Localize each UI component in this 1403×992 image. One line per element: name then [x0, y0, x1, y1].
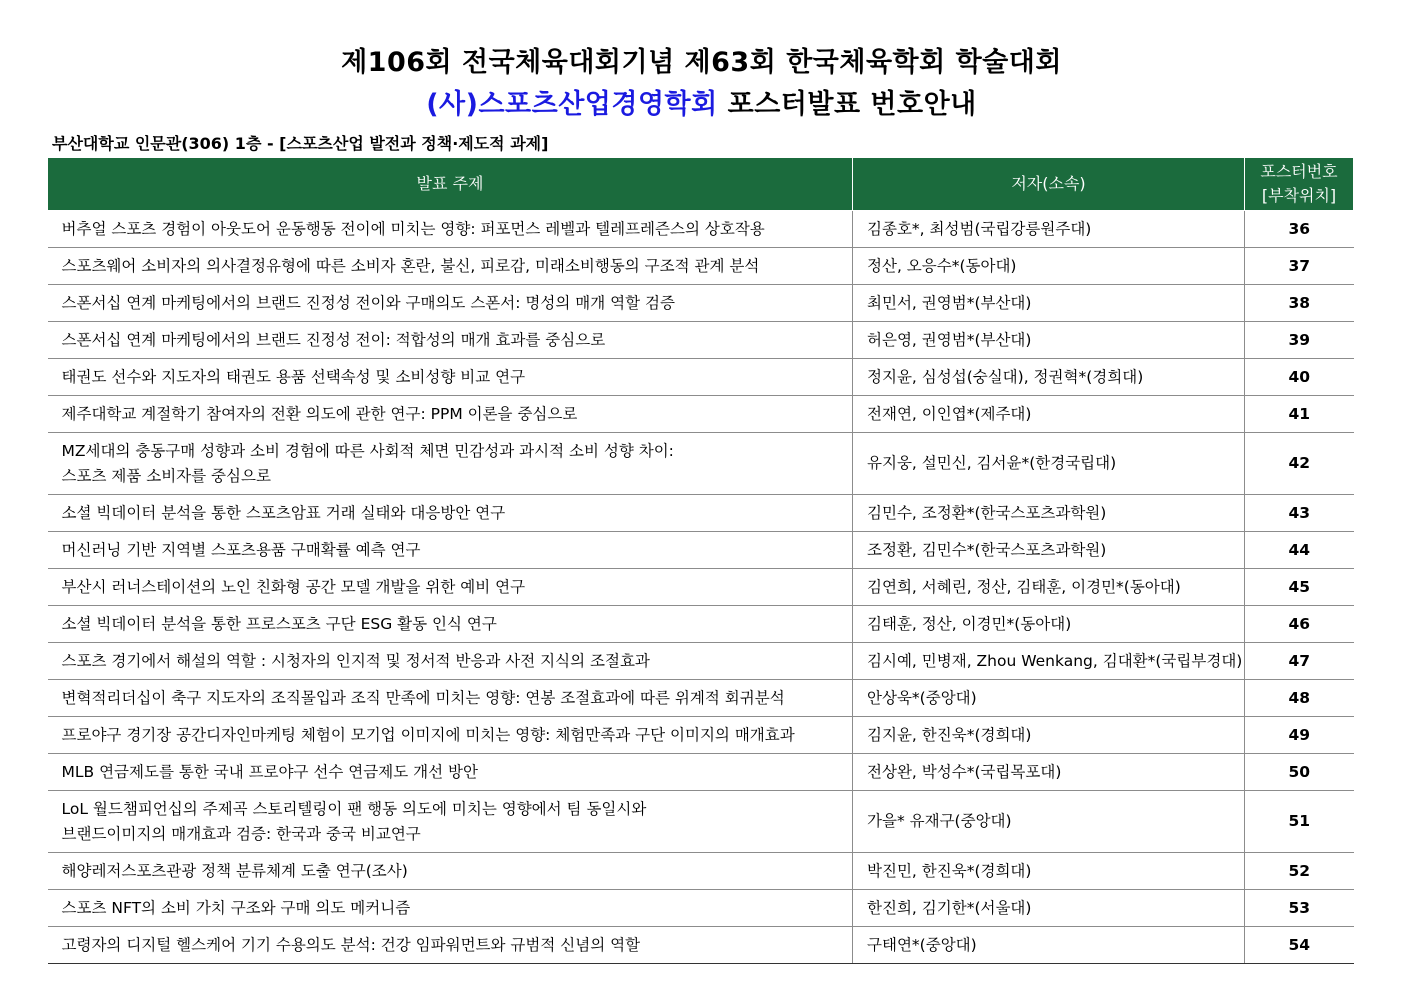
table-row: [48, 359, 1354, 396]
table-body: [48, 211, 1354, 964]
cell-poster-number: 48: [1245, 680, 1354, 717]
venue-label: 부산대학교 인문관(306) 1층 - [스포츠산업 발전과 정책·제도적 과제]: [52, 134, 549, 153]
cell-poster-number: 46: [1245, 606, 1354, 643]
topic-text: MLB 연금제도를 통한 국내 프로야구 선수 연금제도 개선 방안: [61, 762, 478, 781]
cell-topic: [48, 285, 853, 322]
cell-topic: [48, 433, 853, 495]
cell-author: 김종호*, 최성범(국립강릉원주대): [853, 211, 1245, 248]
table-row: [48, 396, 1354, 433]
cell-author: 안상욱*(중앙대): [853, 680, 1245, 717]
cell-poster-number: 38: [1245, 285, 1354, 322]
cell-poster-number: 41: [1245, 396, 1354, 433]
cell-poster-number: 43: [1245, 495, 1354, 532]
topic-text: 태권도 선수와 지도자의 태권도 용품 선택속성 및 소비성향 비교 연구: [61, 367, 526, 386]
table-row: [48, 433, 1354, 495]
topic-text: 스폰서십 연계 마케팅에서의 브랜드 진정성 전이와 구매의도 스폰서: 명성의 매개 역할 검증: [61, 293, 675, 312]
topic-text: 버추얼 스포츠 경험이 아웃도어 운동행동 전이에 미치는 영향: 퍼포먼스 레벨과 텔레프레즌스의 상호작용: [61, 219, 765, 238]
cell-author: 유지웅, 설민신, 김서윤*(한경국립대): [853, 433, 1245, 495]
cell-author: 정지윤, 심성섭(숭실대), 정권혁*(경희대): [853, 359, 1245, 396]
table-row: [48, 643, 1354, 680]
topic-text: 제주대학교 계절학기 참여자의 전환 의도에 관한 연구: PPM 이론을 중심으로: [61, 404, 578, 423]
cell-topic: [48, 248, 853, 285]
cell-author: 한진희, 김기한*(서울대): [853, 890, 1245, 927]
topic-text: 부산시 러너스테이션의 노인 친화형 공간 모델 개발을 위한 예비 연구: [61, 577, 526, 596]
topic-text: 변혁적리더십이 축구 지도자의 조직몰입과 조직 만족에 미치는 영향: 연봉 조절효과에 따른 위계적 회귀분석: [61, 688, 785, 707]
cell-topic: [48, 680, 853, 717]
topic-text: 스포츠웨어 소비자의 의사결정유형에 따른 소비자 혼란, 불신, 피로감, 미래소비행동의 구조적 관계 분석: [61, 256, 760, 275]
topic-text: LoL 월드챔피언십의 주제곡 스토리텔링이 팬 행동 의도에 미치는 영향에서 팀 동일시와: [61, 799, 647, 818]
table-row: [48, 248, 1354, 285]
cell-topic: [48, 359, 853, 396]
cell-author: 전재연, 이인엽*(제주대): [853, 396, 1245, 433]
header-number-line1: 포스터번호: [1260, 162, 1338, 181]
cell-poster-number: 40: [1245, 359, 1354, 396]
cell-poster-number: 44: [1245, 532, 1354, 569]
cell-poster-number: 50: [1245, 754, 1354, 791]
topic-text: 프로야구 경기장 공간디자인마케팅 체험이 모기업 이미지에 미치는 영향: 체험만족과 구단 이미지의 매개효과: [61, 725, 795, 744]
table-row: [48, 717, 1354, 754]
cell-author: 정산, 오응수*(동아대): [853, 248, 1245, 285]
organization-name: (사)스포츠산업경영학회: [426, 89, 718, 120]
table-row: [48, 791, 1354, 853]
cell-author: 허은영, 권영범*(부산대): [853, 322, 1245, 359]
table-row: [48, 890, 1354, 927]
cell-topic: [48, 717, 853, 754]
cell-author: 가을* 유재구(중앙대): [853, 791, 1245, 853]
topic-text: MZ세대의 충동구매 성향과 소비 경험에 따른 사회적 체면 민감성과 과시적 소비 성향 차이:: [61, 441, 674, 460]
cell-topic: [48, 322, 853, 359]
table-row: [48, 569, 1354, 606]
page-subtitle: [0, 82, 1403, 121]
table-row: [48, 606, 1354, 643]
topic-text: 소셜 빅데이터 분석을 통한 스포츠암표 거래 실태와 대응방안 연구: [61, 503, 506, 522]
cell-author: 전상완, 박성수*(국립목포대): [853, 754, 1245, 791]
cell-author: 김시예, 민병재, Zhou Wenkang, 김대환*(국립부경대): [853, 643, 1245, 680]
table-row: [48, 754, 1354, 791]
cell-author: 김태훈, 정산, 이경민*(동아대): [853, 606, 1245, 643]
topic-text: 해양레저스포츠관광 정책 분류체계 도출 연구(조사): [61, 861, 408, 880]
cell-poster-number: 49: [1245, 717, 1354, 754]
cell-topic: [48, 890, 853, 927]
cell-topic: [48, 754, 853, 791]
table-row: [48, 853, 1354, 890]
cell-topic: [48, 606, 853, 643]
table-row: [48, 495, 1354, 532]
header-author: 저자(소속): [853, 158, 1245, 211]
cell-poster-number: 39: [1245, 322, 1354, 359]
cell-poster-number: 52: [1245, 853, 1354, 890]
cell-topic: [48, 532, 853, 569]
cell-poster-number: 42: [1245, 433, 1354, 495]
topic-text: 소셜 빅데이터 분석을 통한 프로스포츠 구단 ESG 활동 인식 연구: [61, 614, 497, 633]
cell-poster-number: 47: [1245, 643, 1354, 680]
table-row: [48, 285, 1354, 322]
table-row: [48, 211, 1354, 248]
cell-topic: [48, 396, 853, 433]
subtitle-text: 포스터발표 번호안내: [717, 89, 977, 120]
table-row: [48, 927, 1354, 964]
cell-topic: [48, 791, 853, 853]
topic-text: 스포츠 NFT의 소비 가치 구조와 구매 의도 메커니즘: [61, 898, 411, 917]
cell-poster-number: 45: [1245, 569, 1354, 606]
cell-topic: [48, 569, 853, 606]
table-header-row: [48, 158, 1354, 211]
header-topic: 발표 주제: [48, 158, 853, 211]
cell-topic: [48, 927, 853, 964]
cell-author: 최민서, 권영범*(부산대): [853, 285, 1245, 322]
cell-author: 김민수, 조정환*(한국스포츠과학원): [853, 495, 1245, 532]
cell-topic: [48, 211, 853, 248]
topic-text: 머신러닝 기반 지역별 스포츠용품 구매확률 예측 연구: [61, 540, 421, 559]
cell-poster-number: 51: [1245, 791, 1354, 853]
cell-topic: [48, 495, 853, 532]
cell-topic: [48, 643, 853, 680]
topic-text-line2: 스포츠 제품 소비자를 중심으로: [61, 466, 271, 485]
cell-poster-number: 53: [1245, 890, 1354, 927]
cell-poster-number: 36: [1245, 211, 1354, 248]
cell-author: 박진민, 한진욱*(경희대): [853, 853, 1245, 890]
cell-author: 조정환, 김민수*(한국스포츠과학원): [853, 532, 1245, 569]
table-row: [48, 532, 1354, 569]
header-number: [1245, 158, 1354, 211]
poster-table: [47, 157, 1354, 964]
header-number-line2: [부착위치]: [1261, 186, 1337, 205]
table-row: [48, 680, 1354, 717]
cell-author: 김연희, 서혜린, 정산, 김태훈, 이경민*(동아대): [853, 569, 1245, 606]
cell-topic: [48, 853, 853, 890]
cell-poster-number: 54: [1245, 927, 1354, 964]
cell-author: 구태연*(중앙대): [853, 927, 1245, 964]
cell-author: 김지윤, 한진욱*(경희대): [853, 717, 1245, 754]
cell-poster-number: 37: [1245, 248, 1354, 285]
topic-text: 스포츠 경기에서 해설의 역할 : 시청자의 인지적 및 정서적 반응과 사전 지식의 조절효과: [61, 651, 650, 670]
page-title: 제106회 전국체육대회기념 제63회 한국체육학회 학술대회: [341, 47, 1062, 78]
topic-text: 고령자의 디지털 헬스케어 기기 수용의도 분석: 건강 임파워먼트와 규범적 신념의 역할: [61, 935, 641, 954]
topic-text: 스폰서십 연계 마케팅에서의 브랜드 진정성 전이: 적합성의 매개 효과를 중심으로: [61, 330, 606, 349]
table-row: [48, 322, 1354, 359]
topic-text-line2: 브랜드이미지의 매개효과 검증: 한국과 중국 비교연구: [61, 824, 421, 843]
